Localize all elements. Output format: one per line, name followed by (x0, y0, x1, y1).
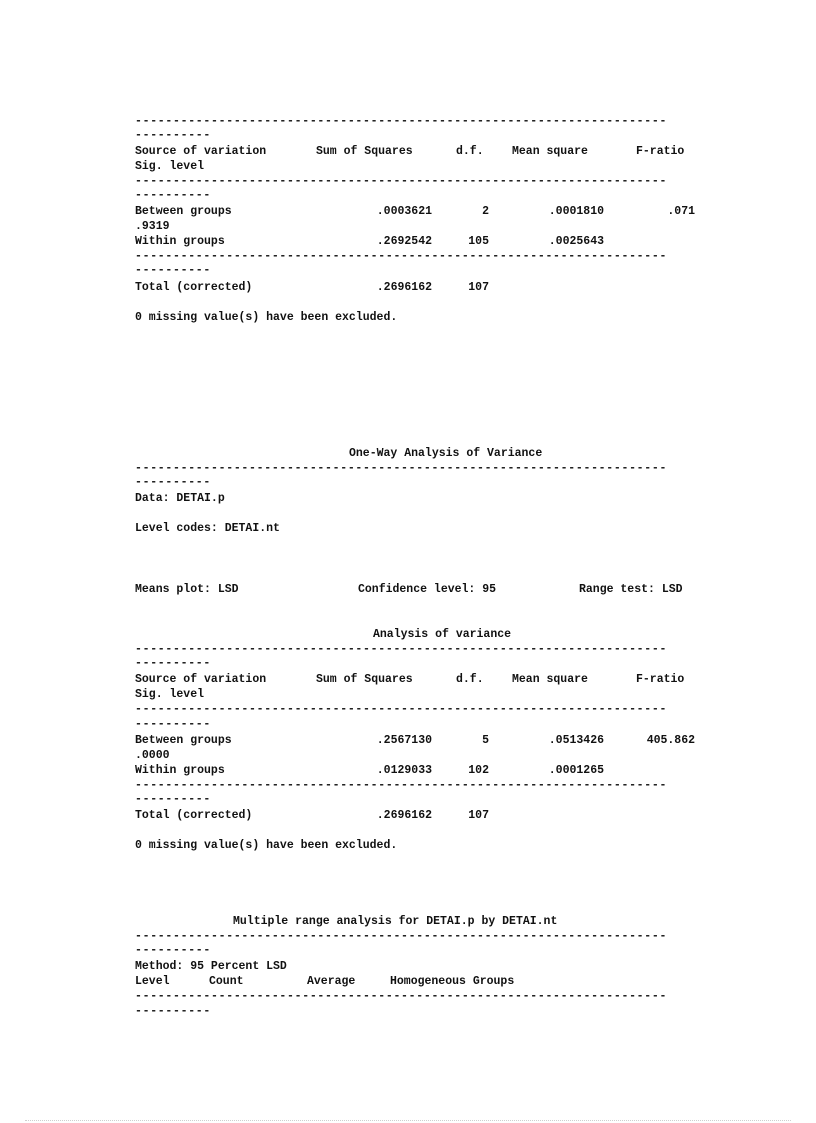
row-within-ss: .0129033 (376, 764, 432, 777)
row-total-ss: .2696162 (376, 281, 432, 294)
data-line: Data: DETAI.p (135, 492, 225, 505)
header-df: d.f. (456, 145, 484, 158)
row-between-df: 2 (482, 205, 489, 218)
divider-rule-wrap: ---------- (135, 944, 212, 957)
range-test-setting: Range test: LSD (579, 583, 683, 596)
divider-rule: ---------------------------------------------------------------------- (135, 779, 668, 792)
row-between-sig: .9319 (135, 220, 170, 233)
row-within-df: 105 (468, 235, 489, 248)
divider-rule-wrap: ---------- (135, 189, 212, 202)
divider-rule: ---------------------------------------------------------------------- (135, 643, 668, 656)
header-mean-square: Mean square (512, 145, 588, 158)
header-sig-level: Sig. level (135, 160, 205, 173)
row-between-ss: .0003621 (376, 205, 432, 218)
row-total-label: Total (corrected) (135, 809, 253, 822)
divider-rule: ---------------------------------------------------------------------- (135, 175, 668, 188)
row-between-ms: .0001810 (548, 205, 604, 218)
row-between-label: Between groups (135, 205, 232, 218)
section-title-oneway: One-Way Analysis of Variance (349, 447, 543, 460)
divider-rule-wrap: ---------- (135, 476, 212, 489)
header-mean-square: Mean square (512, 673, 588, 686)
row-within-ms: .0001265 (548, 764, 604, 777)
header-f-ratio: F-ratio (636, 145, 685, 158)
section-title-multiple-range: Multiple range analysis for DETAI.p by DETAI.nt (233, 915, 558, 928)
row-within-df: 102 (468, 764, 489, 777)
row-within-label: Within groups (135, 235, 225, 248)
row-within-ms: .0025643 (548, 235, 604, 248)
row-total-df: 107 (468, 809, 489, 822)
row-total-ss: .2696162 (376, 809, 432, 822)
header-df: d.f. (456, 673, 484, 686)
header-sum-of-squares: Sum of Squares (316, 673, 413, 686)
divider-rule-wrap: ---------- (135, 264, 212, 277)
header-homogeneous-groups: Homogeneous Groups (390, 975, 515, 988)
divider-rule: ---------------------------------------------------------------------- (135, 990, 668, 1003)
row-between-f: .071 (667, 205, 695, 218)
row-total-df: 107 (468, 281, 489, 294)
method-line: Method: 95 Percent LSD (135, 960, 287, 973)
row-total-label: Total (corrected) (135, 281, 253, 294)
page-bottom-border (25, 1120, 791, 1121)
row-within-label: Within groups (135, 764, 225, 777)
divider-rule-wrap: ---------- (135, 1005, 212, 1018)
divider-rule: ---------------------------------------------------------------------- (135, 115, 668, 128)
header-sum-of-squares: Sum of Squares (316, 145, 413, 158)
confidence-level-setting: Confidence level: 95 (358, 583, 497, 596)
row-between-f: 405.862 (646, 734, 695, 747)
divider-rule-wrap: ---------- (135, 718, 212, 731)
header-count: Count (209, 975, 244, 988)
divider-rule: ---------------------------------------------------------------------- (135, 250, 668, 263)
header-average: Average (307, 975, 356, 988)
missing-values-note: 0 missing value(s) have been excluded. (135, 311, 398, 324)
divider-rule-wrap: ---------- (135, 793, 212, 806)
row-between-ss: .2567130 (376, 734, 432, 747)
row-between-df: 5 (482, 734, 489, 747)
divider-rule-wrap: ---------- (135, 657, 212, 670)
divider-rule: ---------------------------------------------------------------------- (135, 930, 668, 943)
header-level: Level (135, 975, 170, 988)
missing-values-note: 0 missing value(s) have been excluded. (135, 839, 398, 852)
header-f-ratio: F-ratio (636, 673, 685, 686)
header-source: Source of variation (135, 673, 267, 686)
row-between-sig: .0000 (135, 749, 170, 762)
divider-rule: ---------------------------------------------------------------------- (135, 462, 668, 475)
divider-rule-wrap: ---------- (135, 129, 212, 142)
row-between-label: Between groups (135, 734, 232, 747)
means-plot-setting: Means plot: LSD (135, 583, 239, 596)
row-within-ss: .2692542 (376, 235, 432, 248)
header-sig-level: Sig. level (135, 688, 205, 701)
section-title-analysis: Analysis of variance (373, 628, 512, 641)
level-codes-line: Level codes: DETAI.nt (135, 522, 280, 535)
row-between-ms: .0513426 (548, 734, 604, 747)
divider-rule: ---------------------------------------------------------------------- (135, 703, 668, 716)
header-source: Source of variation (135, 145, 267, 158)
